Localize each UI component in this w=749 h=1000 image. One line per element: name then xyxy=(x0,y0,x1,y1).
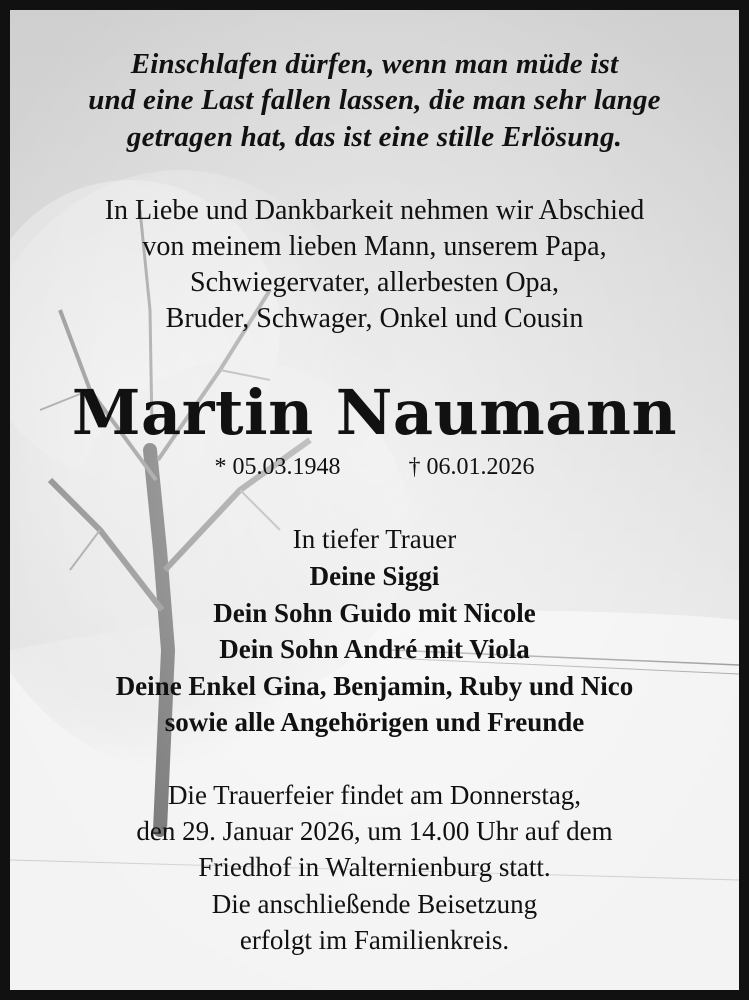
intro-line-3: Schwiegervater, allerbesten Opa, xyxy=(190,267,559,298)
quote-line-3: getragen hat, das ist eine stille Erlösung. xyxy=(126,121,623,153)
intro-line-4: Bruder, Schwager, Onkel und Cousin xyxy=(165,303,584,334)
quote-line-1: Einschlafen dürfen, wenn man müde ist xyxy=(130,48,619,80)
mourner-line: sowie alle Angehörigen und Freunde xyxy=(164,707,585,737)
mourner-line: Deine Enkel Gina, Benjamin, Ruby und Nico xyxy=(115,671,634,701)
life-dates xyxy=(10,454,739,481)
birth-date: * 05.03.1948 xyxy=(214,454,341,480)
mourners-lead: In tiefer Trauer xyxy=(292,524,457,554)
quote-line-2: und eine Last fallen lassen, die man sehr lange xyxy=(88,84,661,116)
service-line-2: den 29. Januar 2026, um 14.00 Uhr auf dem xyxy=(136,816,613,846)
intro-line-2: von meinem lieben Mann, unserem Papa, xyxy=(142,231,607,262)
deceased-name: Martin Naumann xyxy=(71,376,678,449)
mourner-line: Deine Siggi xyxy=(309,561,440,591)
mourner-line: Dein Sohn Guido mit Nicole xyxy=(213,598,536,628)
mourner-line: Dein Sohn André mit Viola xyxy=(219,634,530,664)
obituary-content xyxy=(10,10,739,990)
service-line-1: Die Trauerfeier findet am Donnerstag, xyxy=(167,780,582,810)
service-line-3: Friedhof in Walternienburg statt. xyxy=(198,852,551,882)
intro-line-1: In Liebe und Dankbarkeit nehmen wir Abschied xyxy=(104,195,645,226)
service-line-5: erfolgt im Familienkreis. xyxy=(239,925,510,955)
death-date: † 06.01.2026 xyxy=(408,454,535,480)
service-line-4: Die anschließende Beisetzung xyxy=(211,889,538,919)
